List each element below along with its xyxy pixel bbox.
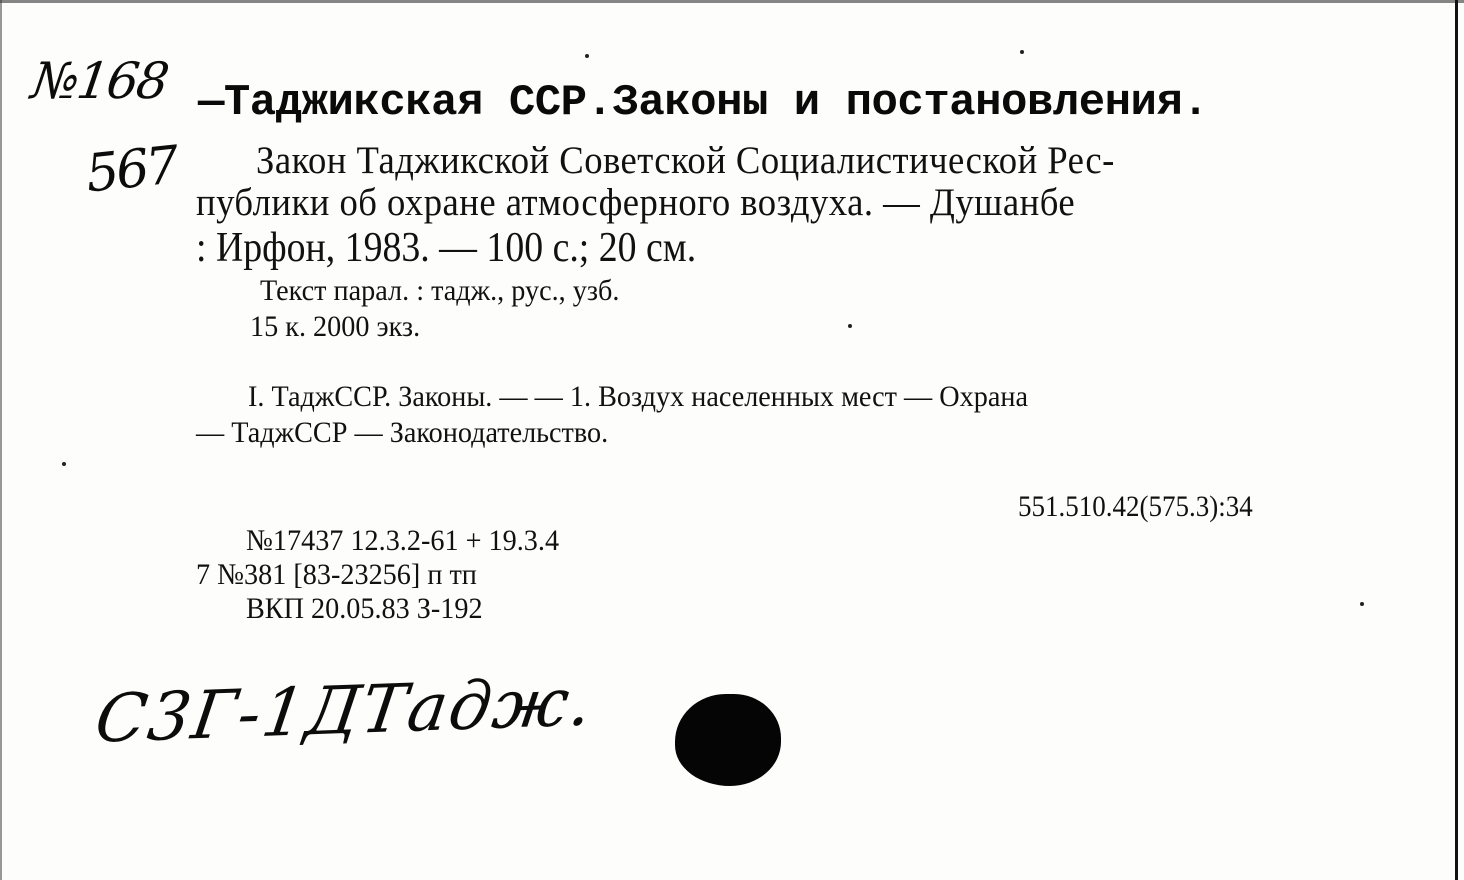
handwritten-card-number: №168 <box>27 52 171 110</box>
subject-headings-line-2: — ТаджССР — Законодательство. <box>196 416 609 449</box>
dust-speck <box>62 462 66 466</box>
subject-headings-line-1: I. ТаджССР. Законы. — — 1. Воздух населенных мест — Охрана <box>248 380 1028 413</box>
handwritten-side-number: 567 <box>83 135 180 205</box>
price-and-print-run: 15 к. 2000 экз. <box>250 310 421 343</box>
handwritten-shelfmark: С3Г-1ДТадж. <box>90 663 599 758</box>
imprint-line: : Ирфон, 1983. — 100 с.; 20 см. <box>196 225 697 271</box>
title-line-1: Закон Таджикской Советской Социалистической Рес- <box>256 139 1115 182</box>
card-top-edge <box>0 0 1464 3</box>
card-right-edge <box>1455 0 1458 880</box>
dust-speck <box>1360 602 1364 606</box>
language-note: Текст парал. : тадж., рус., узб. <box>260 274 620 307</box>
card-left-edge <box>0 0 2 880</box>
dust-speck <box>1020 50 1024 54</box>
registry-line-1: №17437 12.3.2-61 + 19.3.4 <box>246 524 560 557</box>
dust-speck <box>585 54 589 58</box>
registry-line-3: ВКП 20.05.83 З-192 <box>246 592 483 625</box>
title-line-2: публики об охране атмосферного воздуха. — Душанбе <box>196 181 1076 224</box>
udc-classification: 551.510.42(575.3):34 <box>1018 490 1253 523</box>
registry-line-2: 7 №381 [83-23256] п тп <box>196 558 477 591</box>
card-heading: —Таджикская ССР.Законы и постановления. <box>198 78 1209 128</box>
punch-hole <box>675 694 781 786</box>
dust-speck <box>848 324 852 328</box>
